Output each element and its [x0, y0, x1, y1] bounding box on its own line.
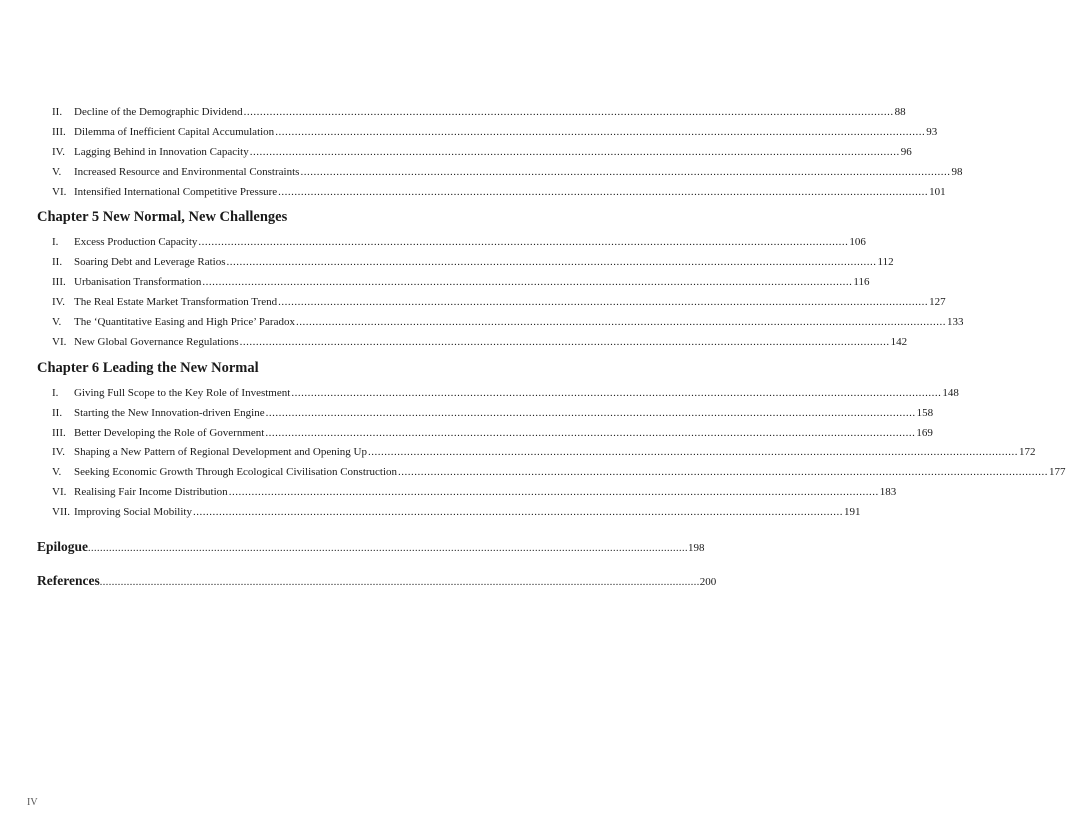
- entry-title: Excess Production Capacity: [74, 236, 198, 249]
- leader-dots: [244, 103, 894, 123]
- toc-entry: [37, 313, 964, 333]
- references-entry: [37, 570, 717, 592]
- references-page: 200: [699, 576, 717, 589]
- leader-dots: [88, 538, 688, 560]
- entry-number: V.: [52, 466, 62, 479]
- entry-title: Shaping a New Pattern of Regional Development and Opening Up: [74, 446, 367, 459]
- references-title: References: [37, 573, 100, 589]
- entry-page: 112: [877, 256, 894, 269]
- entry-number: V.: [52, 316, 62, 329]
- entry-title: Increased Resource and Environmental Constraints: [74, 165, 300, 178]
- leader-dots: [278, 293, 928, 313]
- leader-dots: [398, 463, 1048, 483]
- entry-number: III.: [52, 426, 66, 439]
- leader-dots: [266, 404, 916, 424]
- entry-page: 106: [849, 236, 866, 249]
- toc-entry: [37, 273, 870, 293]
- entry-number: II.: [52, 106, 63, 118]
- leader-dots: [193, 503, 843, 523]
- entry-page: 88: [894, 106, 906, 118]
- entry-number: VI.: [52, 185, 67, 198]
- entry-title: Decline of the Demographic Dividend: [74, 106, 243, 118]
- leader-dots: [198, 233, 848, 253]
- entry-title: New Global Governance Regulations: [74, 335, 239, 348]
- entry-title: Seeking Economic Growth Through Ecological Civilisation Construction: [74, 466, 398, 479]
- entry-title: Intensified International Competitive Pressure: [74, 185, 278, 198]
- leader-dots: [300, 163, 950, 183]
- entry-title: Realising Fair Income Distribution: [74, 486, 228, 499]
- toc-entry: [37, 183, 946, 203]
- entry-page: 191: [843, 506, 861, 519]
- entry-page: 142: [890, 335, 908, 348]
- entry-page: 148: [942, 386, 959, 399]
- entry-page: 96: [900, 145, 912, 158]
- toc-entry: [37, 233, 866, 253]
- chapter-6-entries: [37, 384, 1066, 523]
- toc-entry: [37, 253, 894, 273]
- leader-dots: [229, 483, 879, 503]
- entry-number: I.: [52, 386, 59, 399]
- entry-title: The ‘Quantitative Easing and High Price’ Paradox: [74, 316, 295, 329]
- leader-dots: [100, 572, 700, 594]
- toc-entry: [37, 293, 946, 313]
- epilogue-page: 198: [688, 542, 705, 555]
- chapter-6-heading: Chapter 6 Leading the New Normal: [37, 359, 259, 376]
- entry-title: Soaring Debt and Leverage Ratios: [74, 256, 226, 269]
- entry-page: 98: [951, 165, 963, 178]
- entry-page: 158: [916, 406, 934, 419]
- leader-dots: [296, 313, 946, 333]
- toc-entry: [37, 384, 959, 404]
- entry-page: 133: [946, 316, 964, 329]
- entry-title: Urbanisation Transformation: [74, 276, 202, 289]
- entry-number: I.: [52, 236, 59, 249]
- entry-title: Giving Full Scope to the Key Role of Investment: [74, 386, 291, 399]
- toc-entry: [37, 424, 933, 444]
- leader-dots: [202, 273, 852, 293]
- entry-page: 183: [879, 486, 897, 499]
- toc-entry: [37, 143, 912, 163]
- epilogue-entry: [37, 536, 705, 558]
- toc-entry: [37, 123, 938, 143]
- leader-dots: [265, 424, 915, 444]
- leader-dots: [278, 183, 928, 203]
- entry-number: IV.: [52, 446, 65, 459]
- chapter-5-entries: [37, 233, 964, 352]
- entry-page: 177: [1049, 466, 1066, 479]
- entry-title: The Real Estate Market Transformation Trend: [74, 296, 278, 309]
- chapter-5-heading: Chapter 5 New Normal, New Challenges: [37, 209, 288, 226]
- entry-number: II.: [52, 406, 63, 419]
- entry-number: VI.: [52, 335, 67, 348]
- entry-number: VI.: [52, 486, 67, 499]
- leader-dots: [275, 123, 925, 143]
- entry-title: Improving Social Mobility: [74, 506, 192, 519]
- entry-number: VII.: [52, 506, 71, 519]
- leader-dots: [250, 143, 900, 163]
- leader-dots: [240, 333, 890, 353]
- leader-dots: [368, 443, 1018, 463]
- toc-entry: [37, 483, 897, 503]
- entry-number: III.: [52, 276, 66, 289]
- entry-page: 101: [929, 185, 946, 198]
- entry-title: Starting the New Innovation-driven Engine: [74, 406, 265, 419]
- section-4-entries: [37, 103, 963, 202]
- entry-number: III.: [52, 125, 66, 138]
- entry-page: 116: [853, 276, 870, 289]
- page-folio: IV: [27, 797, 38, 808]
- toc-entry: [37, 443, 1036, 463]
- entry-title: Better Developing the Role of Government: [74, 426, 265, 439]
- entry-title: Dilemma of Inefficient Capital Accumulation: [74, 125, 275, 138]
- entry-number: II.: [52, 256, 63, 269]
- toc-entry: [37, 103, 906, 123]
- entry-number: IV.: [52, 145, 65, 158]
- toc-entry: [37, 503, 861, 523]
- entry-page: 93: [926, 125, 938, 138]
- toc-entry: [37, 163, 963, 183]
- entry-title: Lagging Behind in Innovation Capacity: [74, 145, 249, 158]
- entry-page: 169: [916, 426, 933, 439]
- entry-number: IV.: [52, 296, 65, 309]
- epilogue-title: Epilogue: [37, 539, 89, 555]
- entry-page: 127: [929, 296, 946, 309]
- table-of-contents: [37, 103, 1066, 592]
- toc-entry: [37, 333, 908, 353]
- toc-entry: [37, 463, 1066, 483]
- entry-page: 172: [1018, 446, 1036, 459]
- toc-entry: [37, 404, 934, 424]
- leader-dots: [227, 253, 877, 273]
- leader-dots: [291, 384, 941, 404]
- entry-number: V.: [52, 165, 62, 178]
